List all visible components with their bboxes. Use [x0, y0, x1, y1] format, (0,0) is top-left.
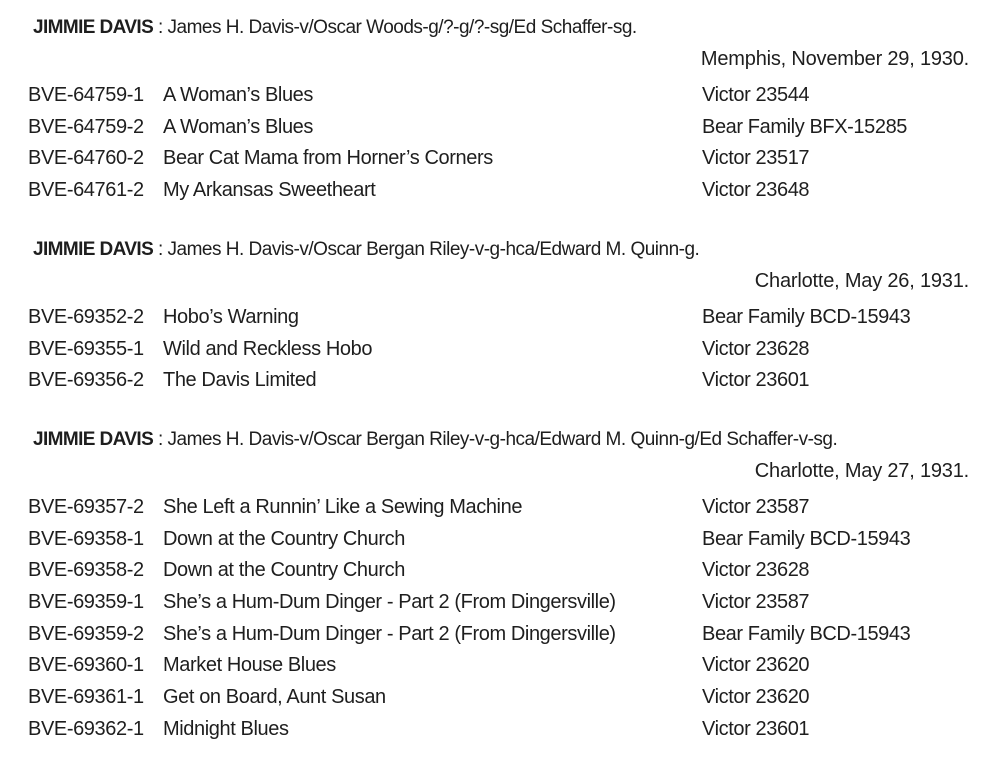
- issue-number: Victor 23628: [702, 337, 810, 360]
- track-row: [0, 650, 1000, 682]
- personnel-list: James H. Davis-v/Oscar Bergan Riley-v-g-hca/Edward M. Quinn-g/Ed Schaffer-v-sg.: [167, 429, 838, 450]
- issue-number: Bear Family BCD-15943: [702, 622, 911, 645]
- matrix-number: BVE-69359-2: [28, 622, 144, 645]
- artist-name: JIMMIE DAVIS: [33, 17, 154, 38]
- track-row: [0, 143, 1000, 175]
- song-title: Market House Blues: [163, 654, 336, 677]
- track-row: [0, 302, 1000, 334]
- personnel-list: James H. Davis-v/Oscar Woods-g/?-g/?-sg/Ed Schaffer-sg.: [167, 17, 637, 38]
- session-header: [33, 17, 637, 39]
- matrix-number: BVE-69357-2: [28, 496, 144, 518]
- matrix-number: BVE-64760-2: [28, 147, 144, 170]
- track-row: [0, 492, 1000, 524]
- artist-separator: :: [153, 429, 168, 450]
- session-header: [33, 239, 699, 261]
- track-list: [0, 302, 1000, 397]
- song-title: The Davis Limited: [163, 369, 317, 392]
- issue-number: Victor 23587: [702, 496, 810, 518]
- track-row: [0, 714, 1000, 746]
- song-title: A Woman’s Blues: [163, 115, 314, 138]
- song-title: Bear Cat Mama from Horner’s Corners: [163, 147, 493, 170]
- issue-number: Victor 23601: [702, 369, 810, 392]
- track-row: [0, 334, 1000, 366]
- track-row: [0, 80, 1000, 112]
- issue-number: Victor 23601: [702, 717, 810, 740]
- issue-number: Victor 23517: [702, 147, 810, 170]
- issue-number: Victor 23544: [702, 84, 810, 106]
- session-place-date: Memphis, November 29, 1930.: [700, 48, 969, 70]
- matrix-number: BVE-69356-2: [28, 369, 144, 392]
- matrix-number: BVE-69362-1: [28, 717, 144, 740]
- personnel-list: James H. Davis-v/Oscar Bergan Riley-v-g-hca/Edward M. Quinn-g.: [167, 239, 700, 260]
- artist-name: JIMMIE DAVIS: [33, 239, 154, 260]
- track-row: [0, 175, 1000, 207]
- song-title: Hobo’s Warning: [163, 306, 299, 328]
- artist-separator: :: [153, 239, 168, 260]
- issue-number: Victor 23587: [702, 591, 810, 614]
- artist-separator: :: [153, 17, 168, 38]
- track-row: [0, 112, 1000, 144]
- issue-number: Bear Family BCD-15943: [702, 527, 911, 550]
- issue-number: Bear Family BCD-15943: [702, 306, 911, 328]
- issue-number: Victor 23628: [702, 559, 810, 582]
- issue-number: Victor 23620: [702, 686, 810, 709]
- matrix-number: BVE-69359-1: [28, 591, 144, 614]
- session-place-date: Charlotte, May 26, 1931.: [754, 270, 969, 292]
- song-title: A Woman’s Blues: [163, 84, 314, 106]
- issue-number: Victor 23648: [702, 179, 810, 202]
- song-title: Wild and Reckless Hobo: [163, 337, 373, 360]
- issue-number: Victor 23620: [702, 654, 810, 677]
- issue-number: Bear Family BFX-15285: [702, 115, 908, 138]
- matrix-number: BVE-69358-1: [28, 527, 144, 550]
- track-row: [0, 682, 1000, 714]
- track-row: [0, 524, 1000, 556]
- matrix-number: BVE-69355-1: [28, 337, 144, 360]
- track-list: [0, 492, 1000, 746]
- song-title: She’s a Hum-Dum Dinger - Part 2 (From Dingersville): [163, 591, 616, 614]
- song-title: She’s a Hum-Dum Dinger - Part 2 (From Dingersville): [163, 622, 616, 645]
- song-title: Midnight Blues: [163, 717, 289, 740]
- song-title: My Arkansas Sweetheart: [163, 179, 376, 202]
- song-title: She Left a Runnin’ Like a Sewing Machine: [163, 496, 523, 518]
- track-row: [0, 587, 1000, 619]
- track-list: [0, 80, 1000, 207]
- matrix-number: BVE-69358-2: [28, 559, 144, 582]
- matrix-number: BVE-69352-2: [28, 306, 144, 328]
- track-row: [0, 619, 1000, 651]
- song-title: Get on Board, Aunt Susan: [163, 686, 386, 709]
- song-title: Down at the Country Church: [163, 527, 405, 550]
- matrix-number: BVE-69360-1: [28, 654, 144, 677]
- song-title: Down at the Country Church: [163, 559, 405, 582]
- matrix-number: BVE-69361-1: [28, 686, 144, 709]
- session-place-date: Charlotte, May 27, 1931.: [754, 460, 969, 482]
- track-row: [0, 555, 1000, 587]
- track-row: [0, 365, 1000, 397]
- matrix-number: BVE-64761-2: [28, 179, 144, 202]
- matrix-number: BVE-64759-1: [28, 84, 144, 106]
- matrix-number: BVE-64759-2: [28, 115, 144, 138]
- session-header: [33, 429, 837, 451]
- artist-name: JIMMIE DAVIS: [33, 429, 154, 450]
